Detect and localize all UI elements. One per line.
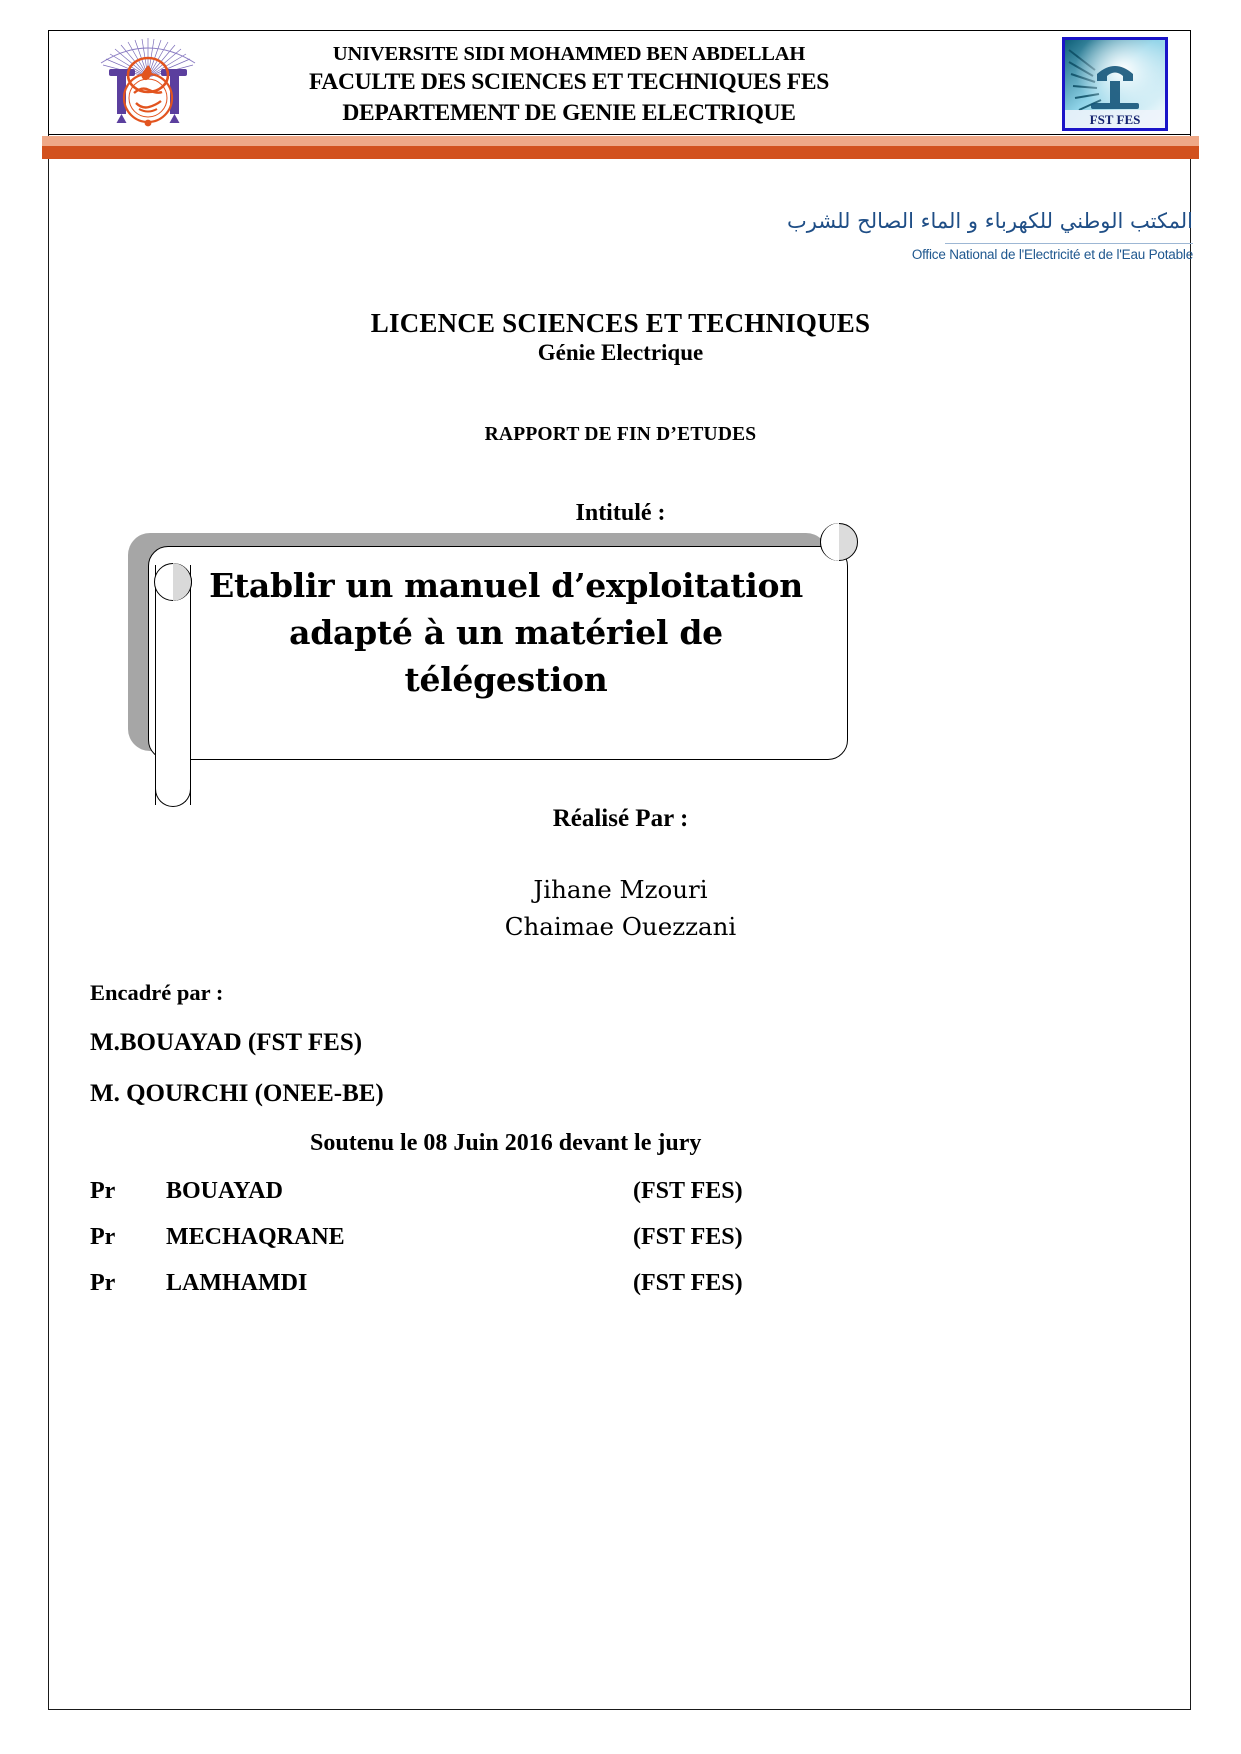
- diploma-level: LICENCE SCIENCES ET TECHNIQUES: [370, 308, 871, 338]
- onee-logo: [773, 206, 1193, 262]
- author-name: Jihane Mzouri: [533, 875, 708, 904]
- jury-row: [90, 1270, 790, 1316]
- onee-french-text: Office National de l'Electricité et de l'Eau Potable: [911, 246, 1193, 262]
- jury-affiliation: (FST FES): [633, 1224, 743, 1250]
- supervisor-item: M. QOURCHI (ONEE-BE): [90, 1080, 384, 1107]
- jury-name: MECHAQRANE: [166, 1224, 345, 1250]
- intitule-label: Intitulé :: [575, 500, 666, 526]
- project-title-line-2: adapté à un matériel de: [289, 612, 723, 652]
- header-line-faculty: FACULTE DES SCIENCES ET TECHNIQUES FES: [309, 69, 829, 96]
- jury-affiliation: (FST FES): [633, 1178, 743, 1204]
- project-title-line-1: Etablir un manuel d’exploitation: [209, 566, 803, 605]
- supervisor-item: M.BOUAYAD (FST FES): [90, 1029, 363, 1056]
- diploma-filiere: Génie Electrique: [537, 340, 704, 365]
- author-name: Chaimae Ouezzani: [504, 911, 737, 941]
- header-title-block: [249, 41, 889, 128]
- report-type: RAPPORT DE FIN D’ETUDES: [484, 424, 757, 445]
- authors-list: [0, 872, 1241, 946]
- page-border: [48, 30, 1191, 1710]
- jury-row: [90, 1178, 790, 1224]
- jury-title: Pr: [90, 1224, 116, 1250]
- document-header: [48, 30, 1191, 135]
- usmba-university-logo: [89, 35, 207, 135]
- jury-name: BOUAYAD: [166, 1178, 283, 1204]
- authors-label: Réalisé Par :: [552, 805, 689, 832]
- scroll-left-roll-bottom: [155, 763, 191, 807]
- jury-affiliation: (FST FES): [633, 1270, 743, 1296]
- jury-list: [90, 1178, 790, 1316]
- header-accent-bar-dark: [42, 146, 1199, 159]
- fst-fes-logo: [1062, 37, 1168, 131]
- header-line-department: DEPARTEMENT DE GENIE ELECTRIQUE: [342, 99, 796, 126]
- jury-name: LAMHAMDI: [166, 1270, 308, 1296]
- onee-divider: [945, 243, 1193, 244]
- fst-logo-caption: FST FES: [1089, 112, 1141, 127]
- jury-title: Pr: [90, 1178, 116, 1204]
- jury-row: [90, 1224, 790, 1270]
- onee-arabic-text: المكتب الوطني للكهرباء و الماء الصالح للشرب: [787, 209, 1193, 233]
- supervisors-label: Encadré par :: [90, 980, 224, 1005]
- jury-title: Pr: [90, 1270, 116, 1296]
- header-accent-bar-light: [42, 136, 1199, 146]
- project-title: [206, 563, 806, 704]
- header-line-university: UNIVERSITE SIDI MOHAMMED BEN ABDELLAH: [332, 43, 806, 65]
- project-title-line-3: télégestion: [404, 659, 608, 699]
- title-scroll-banner: [128, 527, 848, 787]
- defense-statement: Soutenu le 08 Juin 2016 devant le jury: [310, 1130, 702, 1156]
